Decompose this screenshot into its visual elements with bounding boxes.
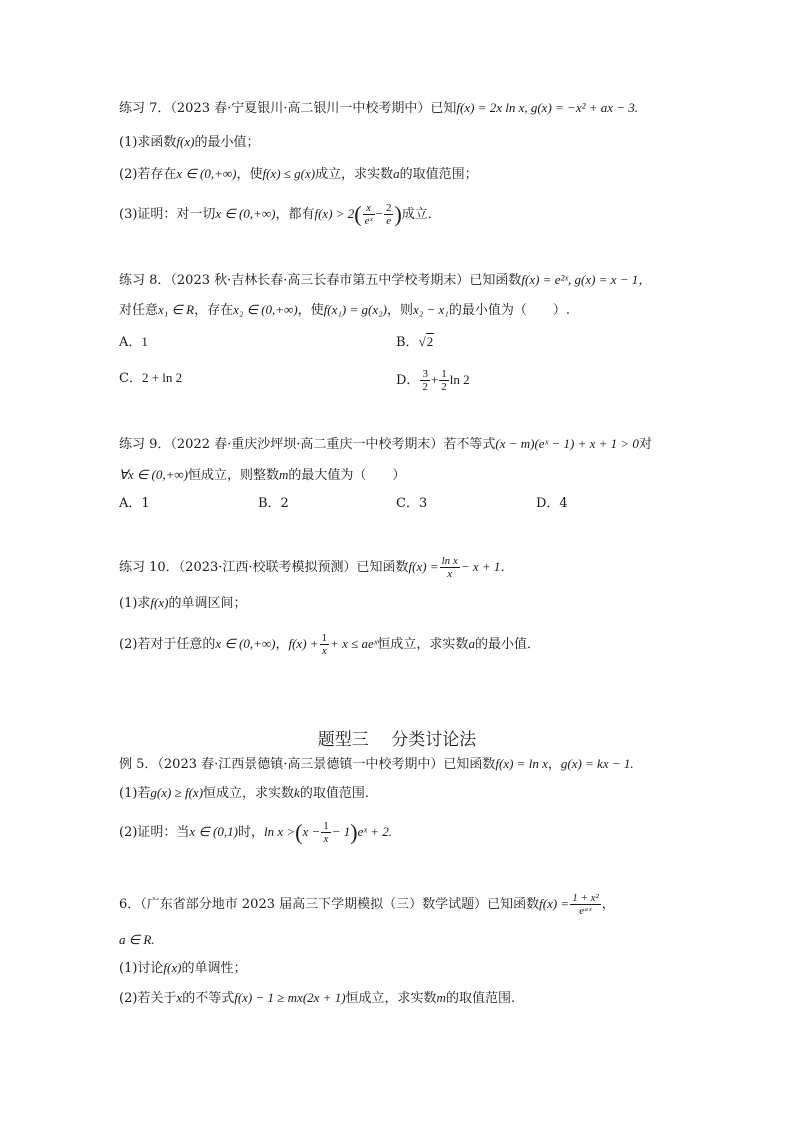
exercise-9-option-b: B．2: [258, 496, 289, 511]
section-heading: 题型三 分类讨论法: [317, 730, 477, 750]
exercise-7-part-2: (2)若存在x ∈ (0,+∞)，使f(x) ≤ g(x)成立，求实数a的取值范围；: [119, 166, 478, 182]
example-5-part-2: (2)证明：当x ∈ (0,1)时，ln x >(x − $\frac{1}{x}$ − 1)eˣ + 2.: [119, 819, 393, 845]
example-5-source: 例 5．（2023 春·江西景德镇·高三景德镇一中校考期中）已知函数: [119, 757, 496, 772]
fraction: $\frac{\text{ln x}}{x}$: [441, 555, 458, 580]
fraction: $\frac{3}{2}$: [422, 368, 428, 393]
exercise-8-stem-line-2: 对任意x₁ ∈ R，存在x₂ ∈ (0,+∞)，使f(x₁) = g(x₂)，则x₂ − x₁的最小值为（ ）.: [119, 302, 570, 318]
fraction: $\frac{x}{\text{eˣ}}$: [364, 202, 373, 227]
exercise-9-option-d: D．4: [536, 496, 568, 511]
fraction: $\frac{\text{1 + x²}}{\text{eᵃˣ}}$: [572, 892, 599, 917]
exercise-10-stem: 练习 10．（2023·江西·校联考模拟预测）已知函数f(x) = $\frac{\text{ln x}}{x}$ − x + 1．: [119, 555, 514, 580]
question-6-part-2: (2)若关于x的不等式f(x) − 1 ≥ mx(2x + 1)恒成立，求实数m的取值范围.: [119, 990, 516, 1006]
question-6-stem: 6．（广东省部分地市 2023 届高三下学期模拟（三）数学试题）已知函数f(x) = $\frac{\text{1 + x²}}{\text{eᵃˣ}}$ ，: [119, 892, 615, 917]
exercise-7-part-1: (1)求函数f(x)的最小值；: [119, 134, 260, 150]
fraction: $\frac{1}{2}$: [441, 368, 447, 393]
exercise-8-option-b: B．√2: [396, 334, 434, 350]
question-6-part-1: (1)讨论f(x)的单调性；: [119, 960, 247, 976]
example-5-stem: 例 5．（2023 春·江西景德镇·高三景德镇一中校考期中）已知函数f(x) = ln x，g(x) = kx − 1.: [119, 756, 634, 772]
exercise-10-source: 练习 10．（2023·江西·校联考模拟预测）已知函数: [119, 560, 409, 575]
exercise-10-part-1: (1)求f(x)的单调区间；: [119, 595, 247, 611]
exercise-9-option-c: C．3: [396, 496, 428, 511]
exercise-8-option-a: A．1: [119, 334, 148, 350]
exercise-7-stem: [119, 98, 638, 119]
question-6-stem-line-2: a ∈ R.: [119, 932, 155, 947]
fraction: $\frac{1}{x}$: [323, 820, 329, 845]
question-6-source: 6．（广东省部分地市 2023 届高三下学期模拟（三）数学试题）已知函数: [119, 897, 540, 912]
exercise-9-stem: 练习 9．（2022 春·重庆沙坪坝·高二重庆一中校考期末）若不等式(x − m)(eˣ − 1) + x + 1 > 0对: [119, 436, 652, 452]
exercise-10-part-2: (2)若对于任意的x ∈ (0,+∞)，f(x) + $\frac{1}{x}$ + x ≤ aeˣ恒成立，求实数a的最小值．: [119, 632, 540, 657]
example-5-part-1: (1)若g(x) ≥ f(x)恒成立，求实数k的取值范围.: [119, 785, 369, 801]
exercise-7-part-3: (3)证明：对一切x ∈ (0,+∞)，都有f(x) > 2( $\frac{x}{\text{eˣ}}$ − $\frac{2}{e}$ )成立．: [119, 201, 441, 227]
exercise-7-functions: f(x) = 2x ln x, g(x) = −x² + ax − 3.: [456, 100, 639, 115]
fraction: $\frac{2}{e}$: [385, 202, 392, 227]
exercise-9-stem-line-2: ∀x ∈ (0,+∞)恒成立，则整数m的最大值为（ ）: [119, 467, 406, 483]
exercise-8-option-c: C．2 + ln 2: [119, 370, 183, 386]
exercise-8-option-d: D． $\frac{3}{2}$ + $\frac{1}{2}$ ln 2: [396, 368, 470, 393]
exercise-8-stem: 练习 8．（2023 秋·吉林长春·高三长春市第五中学校考期末）已知函数f(x) = e²ˣ, g(x) = x − 1，: [119, 272, 652, 288]
exercise-8-source: 练习 8．（2023 秋·吉林长春·高三长春市第五中学校考期末）已知函数: [119, 273, 522, 288]
exercise-7-source: 练习 7．（2023 春·宁夏银川·高二银川一中校考期中）已知: [119, 101, 457, 116]
exercise-9-source: 练习 9．（2022 春·重庆沙坪坝·高二重庆一中校考期末）若不等式: [119, 437, 496, 452]
fraction: $\frac{1}{x}$: [321, 632, 328, 657]
exercise-9-option-a: A．1: [119, 496, 150, 511]
